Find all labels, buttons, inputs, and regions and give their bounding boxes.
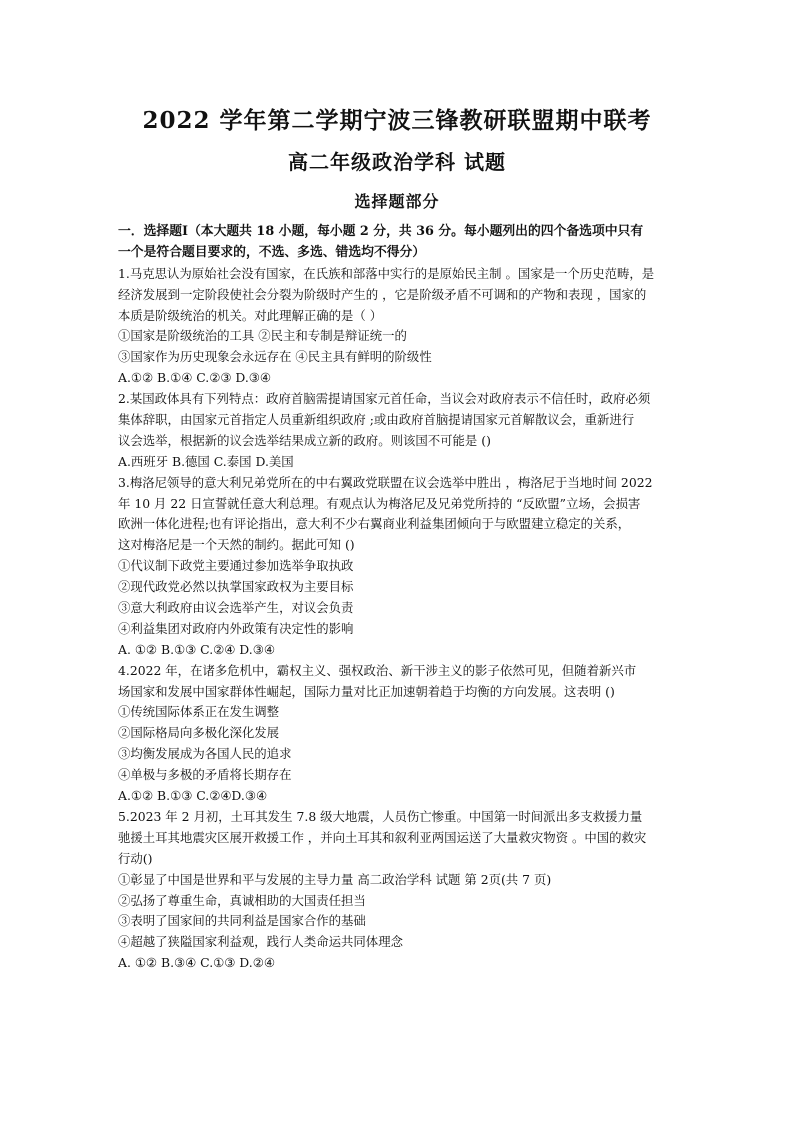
- question-4-stem: 4.2022 年，在诸多危机中，霸权主义、强权政治、新干涉主义的影子依然可见，但随着新兴市: [118, 662, 637, 678]
- question-5-stem: 驰援土耳其地震灾区展开救援工作 ，并向土耳其和叙利亚两国运送了大量救灾物资 。中国的救灾: [118, 829, 647, 845]
- question-4-statement: ④单极与多极的矛盾将长期存在: [118, 767, 292, 783]
- question-5-options: A. ①② B.③④ C.①③ D.②④: [118, 955, 275, 971]
- question-body: [118, 222, 678, 974]
- question-5-statement: ④超越了狭隘国家利益观，践行人类命运共同体理念: [118, 934, 403, 950]
- question-1-stem: 1.马克思认为原始社会没有国家，在氏族和部落中实行的是原始民主制 。国家是一个历史范畴，是: [118, 265, 655, 281]
- question-3-stem: 年 10 月 22 日宣誓就任意大利总理。有观点认为梅洛尼及兄弟党所持的 “反欧盟”立场，会损害: [118, 495, 641, 511]
- question-4-stem: 场国家和发展中国家群体性崛起，国际力量对比正加速朝着趋于均衡的方向发展。这表明 (): [118, 683, 615, 699]
- question-5-statement: ③表明了国家间的共同利益是国家合作的基础: [118, 913, 366, 929]
- question-2-options: A.西班牙 B.德国 C.泰国 D.美国: [118, 453, 294, 469]
- question-4-statement: ①传统国际体系正在发生调整: [118, 704, 280, 720]
- exam-subtitle: 高二年级政治学科 试题: [288, 150, 506, 174]
- question-4-options: A.①② B.①③ C.②④D.③④: [118, 788, 268, 804]
- question-3-statement: ②现代政党必然以执掌国家政权为主要目标: [118, 579, 354, 595]
- question-5-statement: ①彰显了中国是世界和平与发展的主导力量 高二政治学科 试题 第 2页(共 7 页): [118, 871, 552, 887]
- question-3-stem: 这对梅洛尼是一个天然的制约。据此可知 (): [118, 537, 355, 553]
- section-heading: 选择题部分: [354, 192, 440, 211]
- question-4-statement: ②国际格局向多极化深化发展: [118, 725, 280, 741]
- question-2-stem: 集体辞职，由国家元首指定人员重新组织政府 ;或由政府首脑提请国家元首解散议会，重新进行: [118, 412, 635, 428]
- question-3-statement: ③意大利政府由议会选举产生，对议会负责: [118, 600, 354, 616]
- instruction-line: 一．选择题Ⅰ（本大题共 18 小题，每小题 2 分，共 36 分。每小题列出的四个备选项中只有: [118, 224, 644, 239]
- question-5-stem: 行动(): [118, 850, 153, 866]
- question-3-stem: 欧洲一体化进程;也有评论指出，意大利不少右翼商业利益集团倾向于与欧盟建立稳定的关系，: [118, 516, 631, 532]
- question-5-statement: ②弘扬了尊重生命，真诚相助的大国责任担当: [118, 892, 366, 908]
- question-1-statement: ①国家是阶级统治的工具 ②民主和专制是辩证统一的: [118, 328, 407, 344]
- question-1-statement: ③国家作为历史现象会永远存在 ④民主具有鲜明的阶级性: [118, 349, 432, 365]
- question-3-statement: ①代议制下政党主要通过参加选举争取执政: [118, 558, 354, 574]
- question-5-stem: 5.2023 年 2 月初，土耳其发生 7.8 级大地震，人员伤亡惨重。中国第一时间派出多支救援力量: [118, 808, 643, 824]
- question-1-options: A.①② B.①④ C.②③ D.③④: [118, 370, 272, 386]
- question-4-statement: ③均衡发展成为各国人民的追求: [118, 746, 292, 762]
- question-3-options: A. ①② B.①③ C.②④ D.③④: [118, 641, 275, 657]
- question-1-stem: 经济发展到一定阶段使社会分裂为阶级时产生的 ，它是阶级矛盾不可调和的产物和表现 ，国家的: [118, 286, 647, 302]
- exam-title: 2022 学年第二学期宁波三锋教研联盟期中联考: [142, 107, 652, 134]
- question-1-stem: 本质是阶级统治的机关。对此理解正确的是（ ）: [118, 307, 383, 323]
- question-2-stem: 议会选举，根据新的议会选举结果成立新的政府。则该国不可能是 (): [118, 432, 491, 448]
- question-3-statement: ④利益集团对政府内外政策有决定性的影响: [118, 620, 354, 636]
- question-2-stem: 2.某国政体具有下列特点：政府首脑需提请国家元首任命，当议会对政府表示不信任时，政府必须: [118, 391, 651, 407]
- question-3-stem: 3.梅洛尼领导的意大利兄弟党所在的中右翼政党联盟在议会选举中胜出 ，梅洛尼于当地时间 2022: [118, 474, 653, 490]
- instruction-line: 一个是符合题目要求的，不选、多选、错选均不得分）: [118, 244, 426, 260]
